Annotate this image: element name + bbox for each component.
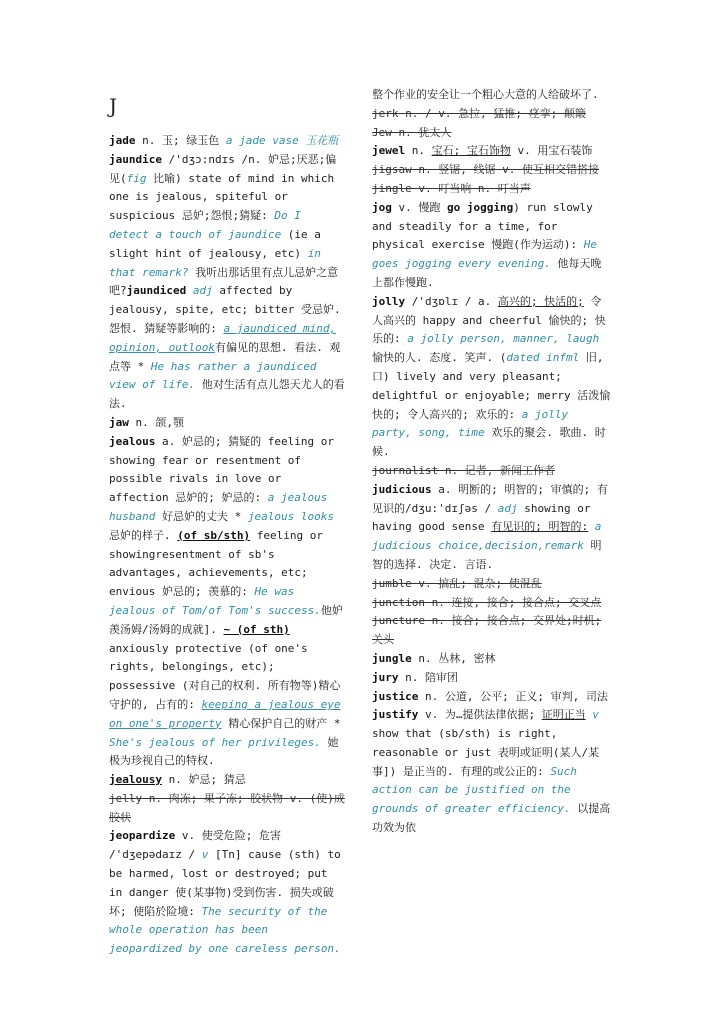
left-column [109,86,347,959]
dictionary-entry [372,86,612,105]
definition-text: v. 使受危险; 危害 /'dʒepədaɪz / [109,829,281,862]
definition-text: 比喻) state of mind in which one is jealous, spiteful or suspicious 忌妒;怨恨;猜疑: [109,171,335,223]
definition-text: 明智的选择. 决定. 言语. [372,539,602,571]
example-text: He goes jogging every evening. [372,238,597,271]
definition-text: v. 用宝石装饰 [510,144,593,158]
headword: jury [372,670,399,684]
definition-text: 证明正当 [541,708,586,722]
dictionary-entry [372,669,612,688]
headword: jaw [109,415,129,429]
definition-text: 好忌妒的丈夫 * [155,509,248,523]
example-text: keeping a jealous eye on one's property [109,697,341,730]
dictionary-entry [372,594,612,613]
definition-text: ) run slowly and steadily for a time, for physical exercise 慢跑(作为运动): [372,200,593,252]
example-text: Do I detect a touch of jaundice [109,209,301,241]
dictionary-entry [372,180,612,199]
definition-text: 她极为珍视自己的特权. [109,735,339,768]
headword: jog [372,200,392,214]
bold-phrase: go jogging [447,200,514,214]
example-text: v [201,848,209,862]
definition-text: 他每天晚上都作慢跑. [372,257,602,289]
definition-text: 他妒羡汤姆/汤姆的成就]. [109,603,343,636]
headword: jealous [109,434,156,448]
definition-text: jumble v. 搞乱; 混杂; 使混乱 [372,576,542,590]
definition-text: [Tn] cause (sth) to be harmed, lost or destroyed; put in danger 使(某事物)受到伤害. 损失或破坏; 使陷於险境: [109,848,341,918]
headword: jealousy [109,773,162,787]
headword: jaundice [109,152,162,166]
definition-text: affected by jealousy, spite, etc; bitter 受忌妒. 怨恨. 猜疑等影响的: [109,284,341,335]
bold-phrase: ~ (of sth) [223,622,290,636]
dictionary-entry [372,650,612,669]
example-text: She's jealous of her privileges. [109,735,321,749]
dictionary-entry [109,151,347,414]
definition-text: anxiously protective (of one's rights, belongings, etc); possessive (对自己的权利. 所有物等)精心守护的, 占有的: [109,641,341,711]
section-letter: J [109,94,118,118]
example-text: He was jealous of Tom/of Tom's success. [109,585,321,617]
dictionary-entry [372,462,612,481]
definition-text: feeling or showingresentment of sb's advantages, achievements, etc; envious 妒忌的; 羡慕的: [109,528,323,599]
definition-text: n. [405,144,432,158]
definition-text: 整个作业的安全让一个粗心大意的人给破坏了. [372,88,599,101]
definition-text: /'dʒɒlɪ / a. [405,294,498,308]
example-text: adj [497,501,518,515]
right-column [372,86,612,838]
definition-text: n. 玉; 绿玉色 [135,134,226,147]
example-text: a jade vase 玉花瓶 [225,134,339,147]
dictionary-entry [372,706,612,838]
dictionary-entry [109,433,347,771]
dictionary-entry [372,575,612,594]
example-text: a jolly person, manner, laugh [407,332,600,346]
headword: jungle [372,651,412,665]
definition-text: a. 妒忌的; 猜疑的 feeling or showing fear or resentment of possible rivals in love or affection 忌妒的; 妒忌的: [109,434,334,505]
headword: jeopardize [109,829,176,843]
dictionary-entry [372,161,612,180]
dictionary-entry [109,414,347,433]
headword: justify [372,708,419,722]
dictionary-entry [109,827,347,959]
definition-text: n. 丛林, 密林 [411,651,496,665]
definition-text: 以提高功效为依 [372,802,611,835]
dictionary-entry [109,790,347,828]
example-text: He has rather a jaundiced view of life. [109,359,317,392]
headword: jolly [372,294,406,308]
dictionary-entry [372,612,612,650]
definition-text [186,284,193,297]
definition-text: /'dʒɔ:ndɪs /n. 妒忌;厌恶;偏见( [109,152,337,185]
definition-text: v. 慢跑 [391,200,447,214]
example-text: a jealous husband [109,491,328,523]
definition-text: showing or having good sense [372,501,591,534]
example-text: adj [192,284,213,298]
left-entries [109,132,347,959]
definition-text: jelly n. 肉冻; 果子冻; 胶状物 v. (使)成胶状 [109,791,345,824]
example-text: a judicious choice,decision,remark [372,520,602,553]
headword: judicious [372,482,432,496]
headword: justice [372,689,419,703]
dictionary-entry [372,481,612,575]
definition-text: juncture n. 接合; 接合点; 交界处;时机; 关头 [372,614,602,647]
definition-text: jerk n. / v. 急拉, 猛推; 痉挛; 颠簸 [372,106,586,120]
example-text: jealous looks [247,509,334,523]
example-text: The security of the whole operation has been jeopardized by one careless person. [109,904,341,956]
example-text: a jaundiced mind, opinion, outlook [109,321,337,354]
definition-text: 令人高兴的 happy and cheerful 愉快的; 快乐的: [372,294,606,346]
bold-phrase: jaundiced [126,284,187,298]
headword: jewel [372,144,406,158]
definition-text: a. 明断的; 明智的; 审慎的; 有见识的/dʒu:'dɪʃəs / [372,482,608,515]
bold-phrase: (of sb/sth) [177,528,251,542]
definition-text: 高兴的; 快活的; [497,294,584,308]
definition-text: n. 妒忌; 猜忌 [161,773,246,787]
definition-text: Jew n. 犹太人 [372,125,452,139]
definition-text: 欢乐的聚会. 歌曲. 时候. [372,426,606,459]
definition-text: 有偏见的思想. 看法. 观点等 * [109,340,341,373]
dictionary-entry [372,142,612,161]
example-text: dated infml [506,351,580,365]
dictionary-entry [372,124,612,143]
definition-text: (ie a slight hint of jealousy, etc) [109,227,321,260]
example-text: v [592,708,599,722]
definition-text: 他对生活有点儿怨天尤人的看法. [109,378,345,411]
definition-text: show that (sb/sth) is right, reasonable or just 表明或证明(某人/某事]) 是正当的. 有理的或公正的: [372,727,600,778]
definition-text: v. 为…提供法律依据; [418,708,542,722]
dictionary-entry [109,132,347,151]
example-text: fig [126,171,147,185]
headword: jade [109,134,136,147]
dictionary-entry [109,771,347,790]
example-text: in that remark? [109,246,321,279]
definition-text: jingle v. 叮当响 n. 叮当声 [372,181,531,195]
definition-text: n. 公道, 公平; 正义; 审判, 司法 [418,689,608,703]
definition-text: 旧, 口) lively and very pleasant; delightful or enjoyable; merry 活泼愉快的; 令人高兴的; 欢乐的: [372,351,611,421]
example-text: a jolly party, song, time [372,407,569,440]
dictionary-entry [372,688,612,707]
definition-text: 宝石; 宝石饰物 [431,144,511,158]
definition-text: 精心保护自己的财产 * [221,716,341,730]
definition-text: n. 颌,颚 [128,415,184,429]
dictionary-entry [372,105,612,124]
definition-text [588,520,595,533]
dictionary-entry [372,293,612,462]
definition-text: junction n. 连接, 接合; 接合点; 交叉点 [372,595,602,609]
definition-text: 忌妒的样子. [109,528,178,542]
definition-text: n. 陪审团 [398,670,458,684]
definition-text: 有见识的; 明智的: [491,520,589,534]
right-entries [372,86,612,838]
example-text: Such action can be justified on the grounds of greater efficiency. [372,764,577,816]
definition-text: 愉快的人. 态度. 笑声. ( [372,351,507,365]
definition-text: jigsaw n. 竖锯, 线锯 v. 使互相交错搭接 [372,163,599,177]
definition-text: 我听出那话里有点儿忌妒之意吧? [109,265,339,298]
definition-text: journalist n. 记者, 新闻工作者 [372,463,555,477]
dictionary-entry [372,199,612,293]
